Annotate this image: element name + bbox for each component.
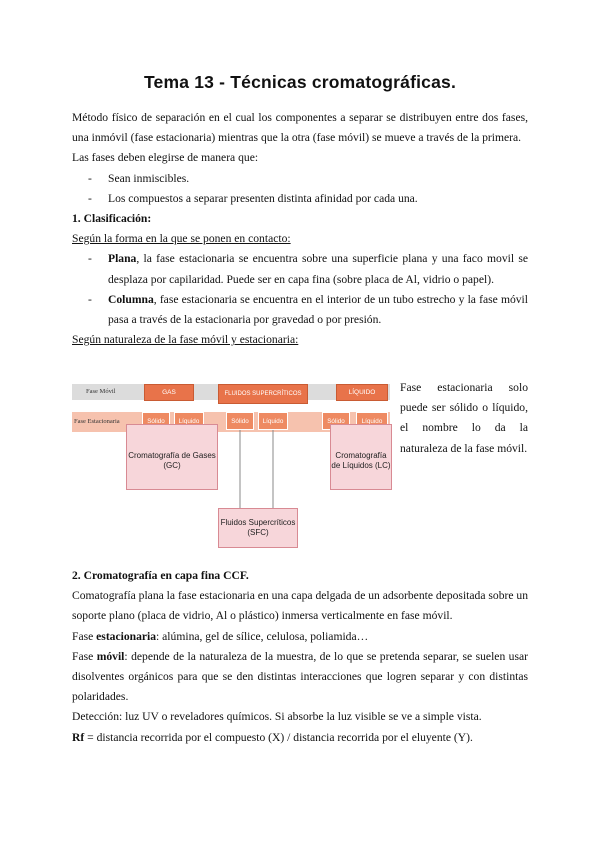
mobile-phase-line: Fase móvil: depende de la naturaleza de la muestra, de lo que se pretenda separar, se suelen usar disolventes orgánicos para que se den distintas interacciones que logren separar y con distintas polaridades. <box>72 649 528 704</box>
phases-list-item: - Sean inmiscibles. <box>88 171 190 185</box>
stationary-phase-line: Fase estacionaria: alúmina, gel de sílice, celulosa, poliamida… <box>72 629 369 643</box>
detection-line: Detección: luz UV o reveladores químicos. Si absorbe la luz visible se ve a simple vista. <box>72 710 482 724</box>
liquid-box: LÍQUIDO <box>336 384 388 401</box>
gas-chromatography-box: Cromatografía de Gases (GC) <box>126 424 218 490</box>
section2-paragraph: Comatografía plana la fase estacionaria en una capa delgada de un adsorbente depositada sobre un soporte plano (placa de vidrio, Al o plástico) inmersa verticalmente en fase móvil. <box>72 589 528 623</box>
stationary-liquid-box: Líquido <box>174 412 204 430</box>
by-shape-subheading: Según la forma en la que se ponen en contacto: <box>72 232 291 246</box>
columna-item: - Columna, fase estacionaria se encuentra en el interior de un tubo estrecho y la fase móvil pasa a través de la estacionaria por gravedad o por presión. <box>88 292 528 327</box>
stationary-solid-box: Sólido <box>322 412 350 430</box>
section2-heading: 2. Cromatografía en capa fina CCF. <box>72 569 249 582</box>
mobile-phase-row-label: Fase Móvil <box>86 388 116 395</box>
gas-box: GAS <box>144 384 194 401</box>
supercritical-box: FLUIDOS SUPERCRÍTICOS <box>218 384 308 404</box>
stationary-solid-box: Sólido <box>226 412 254 430</box>
stationary-liquid-box: Líquido <box>356 412 388 430</box>
supercritical-fluid-box: Fluidos Supercríticos (SFC) <box>218 508 298 548</box>
stationary-phase-row-label: Fase Estacionaria <box>74 418 120 425</box>
section2-block <box>72 566 528 748</box>
side-note: Fase estacionaria solo puede ser sólido o líquido, el nombre lo da la naturaleza de la fase móvil. <box>400 381 528 455</box>
plana-item: - Plana, la fase estacionaria se encuentra sobre una superficie plana y una faco movil se desplaza por capilaridad. Puede ser en capa fina (sobre placa de Al, vidrio o papel). <box>88 252 528 286</box>
section1-heading: 1. Clasificación: <box>72 212 152 226</box>
phases-intro: Las fases deben elegirse de manera que: <box>72 151 259 165</box>
intro-paragraph: Método físico de separación en el cual los componentes a separar se distribuyen entre dos fases, una inmóvil (fase estacionaria) mientras que la otra (fase móvil) se mueve a través de la primera. <box>72 111 528 145</box>
stationary-liquid-box: Líquido <box>258 412 288 430</box>
top-text-block <box>72 108 528 350</box>
rf-formula-line: Rf = distancia recorrida por el compuesto (X) / distancia recorrida por el eluyente (Y). <box>72 730 473 744</box>
by-nature-subheading: Según naturaleza de la fase móvil y estacionaria: <box>72 333 299 347</box>
page-title: Tema 13 - Técnicas cromatográficas. <box>143 72 457 92</box>
phases-list-item: - Los compuestos a separar presenten distinta afinidad por cada una. <box>88 191 418 205</box>
stationary-solid-box: Sólido <box>142 412 170 430</box>
chromatography-classification-diagram <box>72 380 390 548</box>
liquid-chromatography-box: Cromatografía de Líquidos (LC) <box>330 424 392 490</box>
